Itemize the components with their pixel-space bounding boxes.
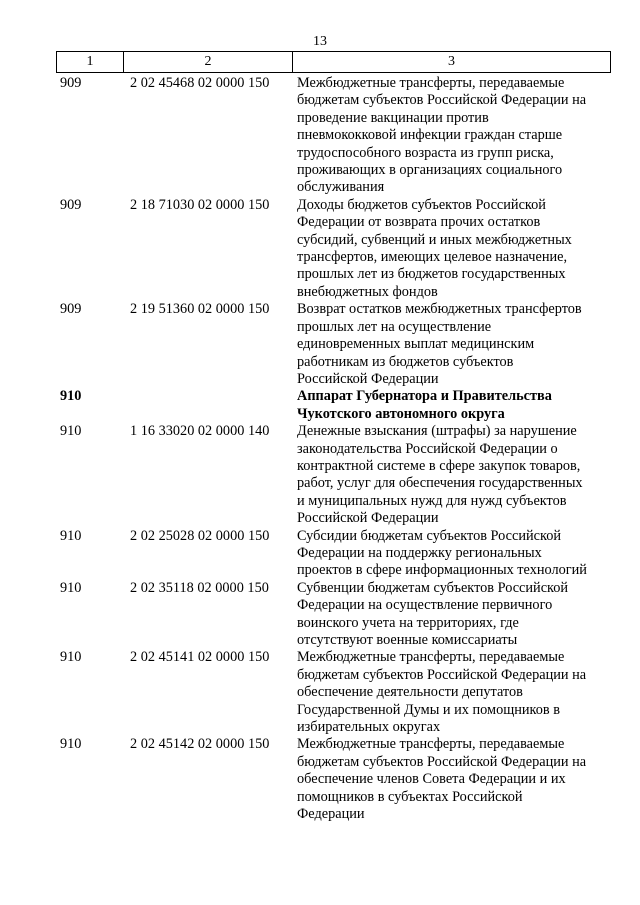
budget-code-cell [129,388,297,423]
income-name-line: проектов в сфере информационных технологий [297,562,587,579]
column-header-1: 1 [57,52,124,73]
table-row [56,301,616,388]
table-row [56,388,616,423]
income-name-line: Федерации на осуществление первичного [297,597,553,614]
income-name-line: Субсидии бюджетам субъектов Российской [297,527,562,544]
income-name-line: Российской Федерации [297,510,439,527]
income-name-line: обслуживания [297,179,385,196]
income-name-cell [297,528,612,580]
income-name-cell [297,197,612,301]
income-name-line: бюджетам субъектов Российской Федерации на [297,666,587,683]
admin-code-cell: 909 [60,301,82,318]
income-name-cell [297,580,612,650]
column-header-2: 2 [124,52,293,73]
income-name-cell [297,649,612,736]
table-row [56,423,616,527]
income-name-line: проживающих в организациях социального [297,162,563,179]
income-name-line: помощников в субъектах Российской [297,788,523,805]
income-name-line: и муниципальных нужд для нужд субъектов [297,492,567,509]
income-name-cell [297,423,612,527]
income-name-line: бюджетам субъектов Российской Федерации на [297,92,587,109]
income-name-line: Федерации на поддержку региональных [297,544,542,561]
income-name-cell [297,388,612,423]
budget-code-cell: 2 02 25028 02 0000 150 [130,527,270,544]
income-name-line: Аппарат Губернатора и Правительства [297,388,552,405]
admin-code-cell: 909 [60,196,82,213]
income-name-line: единовременных выплат медицинским [297,336,535,353]
income-name-line: Денежные взыскания (штрафы) за нарушение [297,423,577,440]
admin-code-cell: 910 [60,527,82,544]
income-name-line: Российской Федерации [297,370,439,387]
income-name-line: внебюджетных фондов [297,283,438,300]
income-name-line: Межбюджетные трансферты, передаваемые [297,649,565,666]
budget-code-cell: 2 02 45468 02 0000 150 [130,75,270,91]
income-name-line: трансфертов, имеющих целевое назначение, [297,249,568,266]
income-name-line: Возврат остатков межбюджетных трансфертов [297,301,582,318]
table-row [56,649,616,736]
table-body [56,75,616,823]
income-name-line: Субвенции бюджетам субъектов Российской [297,579,569,596]
income-name-line: Чукотского автономного округа [297,405,505,422]
income-name-line: Межбюджетные трансферты, передаваемые [297,75,565,91]
income-name-line: воинского учета на территориях, где [297,614,519,631]
column-header-table [56,51,611,73]
income-name-line: отсутствуют военные комиссариаты [297,632,518,648]
income-name-line: обеспечение членов Совета Федерации и их [297,771,566,788]
income-name-line: трудоспособного возраста из групп риска, [297,144,554,161]
income-name-line: пневмококковой инфекции граждан старше [297,127,563,144]
income-name-line: контрактной системе в сфере закупок товаров, [297,457,581,474]
budget-code-cell: 2 02 45142 02 0000 150 [130,736,270,753]
income-name-line: Межбюджетные трансферты, передаваемые [297,736,565,753]
income-name-cell [297,301,612,388]
column-header-row [57,52,611,73]
income-name-line: работникам из бюджетов субъектов [297,353,514,370]
income-name-line: бюджетам субъектов Российской Федерации на [297,753,587,770]
admin-code-cell: 910 [60,388,82,405]
table-row [56,580,616,650]
budget-code-cell: 2 02 45141 02 0000 150 [130,649,270,666]
income-name-line: проведение вакцинации против [297,109,489,126]
income-name-line: Государственной Думы и их помощников в [297,701,560,718]
income-name-line: работ, услуг для обеспечения государственных [297,475,583,492]
table-row [56,528,616,580]
admin-code-cell: 909 [60,75,82,91]
table-row [56,197,616,301]
budget-code-cell: 2 02 35118 02 0000 150 [130,579,269,596]
budget-code-cell: 2 19 51360 02 0000 150 [130,301,270,318]
table-row [56,75,616,197]
column-header-3: 3 [293,52,611,73]
budget-code-cell: 1 16 33020 02 0000 140 [130,423,270,440]
page-number: 13 [313,34,327,49]
income-name-line: прошлых лет из бюджетов государственных [297,266,566,283]
income-name-line: субсидий, субвенций и иных межбюджетных [297,231,572,248]
admin-code-cell: 910 [60,649,82,666]
table-row [56,736,616,823]
admin-code-cell: 910 [60,736,82,753]
income-name-cell [297,75,612,197]
admin-code-cell: 910 [60,423,82,440]
income-name-line: Федерации [297,806,365,823]
income-name-line: Федерации от возврата прочих остатков [297,214,541,231]
budget-code-cell: 2 18 71030 02 0000 150 [130,196,270,213]
admin-code-cell: 910 [60,579,82,596]
income-name-line: обеспечение деятельности депутатов [297,684,523,701]
income-name-line: прошлых лет на осуществление [297,318,492,335]
income-name-cell [297,736,612,823]
income-name-line: избирательных округах [297,719,441,736]
income-name-line: Доходы бюджетов субъектов Российской [297,196,546,213]
income-name-line: законодательства Российской Федерации о [297,440,558,457]
